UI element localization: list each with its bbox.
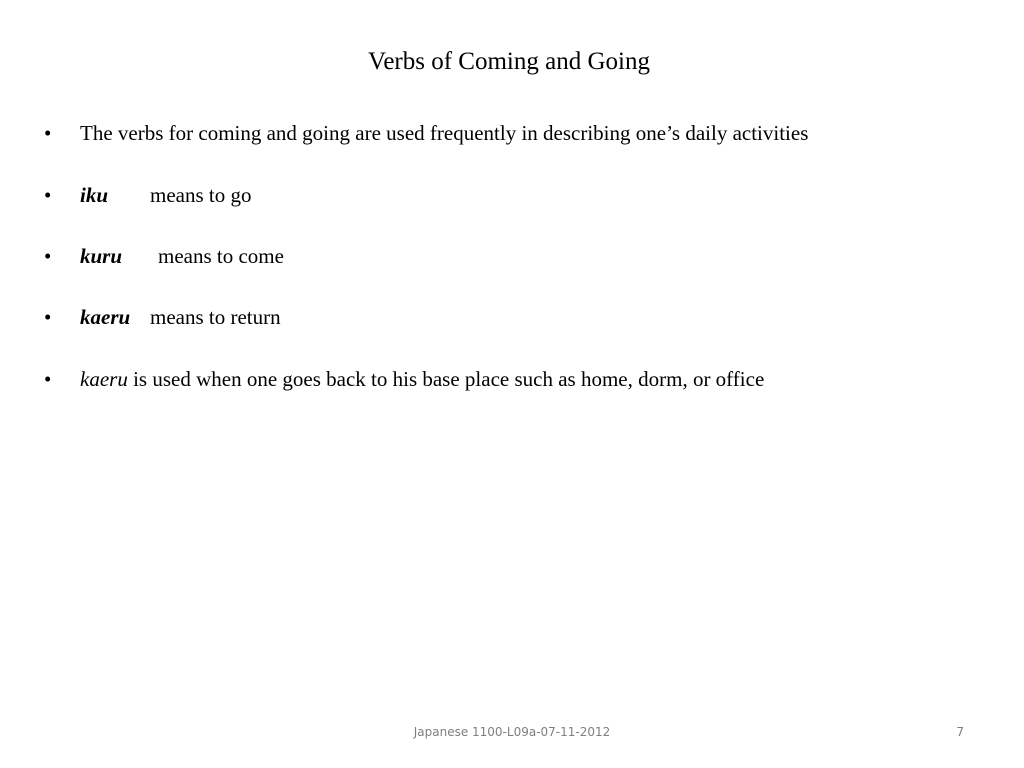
footer-label: Japanese 1100-L09a-07-11-2012 [413, 725, 611, 739]
bullet-icon: • [44, 183, 52, 207]
bullet-content [80, 178, 251, 212]
bullet-text: The verbs for coming and going are used frequently in describing one’s daily activities [80, 121, 809, 145]
bullet-text: is used when one goes back to his base place such as home, dorm, or office [127, 367, 765, 391]
bullet-term: kaeru [80, 367, 128, 391]
bullet-text: means to go [150, 183, 252, 207]
bullet-icon: • [44, 367, 52, 391]
slide-title: Verbs of Coming and Going [368, 48, 650, 75]
bullet-term: kaeru [80, 305, 131, 329]
bullet-content [80, 362, 764, 396]
bullet-text: means to return [150, 305, 281, 329]
bullet-term: iku [80, 183, 109, 207]
bullet-icon: • [44, 305, 52, 329]
bullet-item [0, 239, 1024, 273]
bullet-item [0, 362, 1024, 396]
bullet-text: means to come [158, 244, 284, 268]
bullet-item [0, 300, 1024, 334]
bullet-icon: • [44, 244, 52, 268]
bullet-icon: • [44, 121, 52, 145]
bullet-item [0, 116, 1024, 150]
page-number: 7 [956, 725, 964, 739]
bullet-content [80, 239, 284, 273]
bullet-content [80, 300, 281, 334]
bullet-item [0, 178, 1024, 212]
bullet-term: kuru [80, 244, 123, 268]
